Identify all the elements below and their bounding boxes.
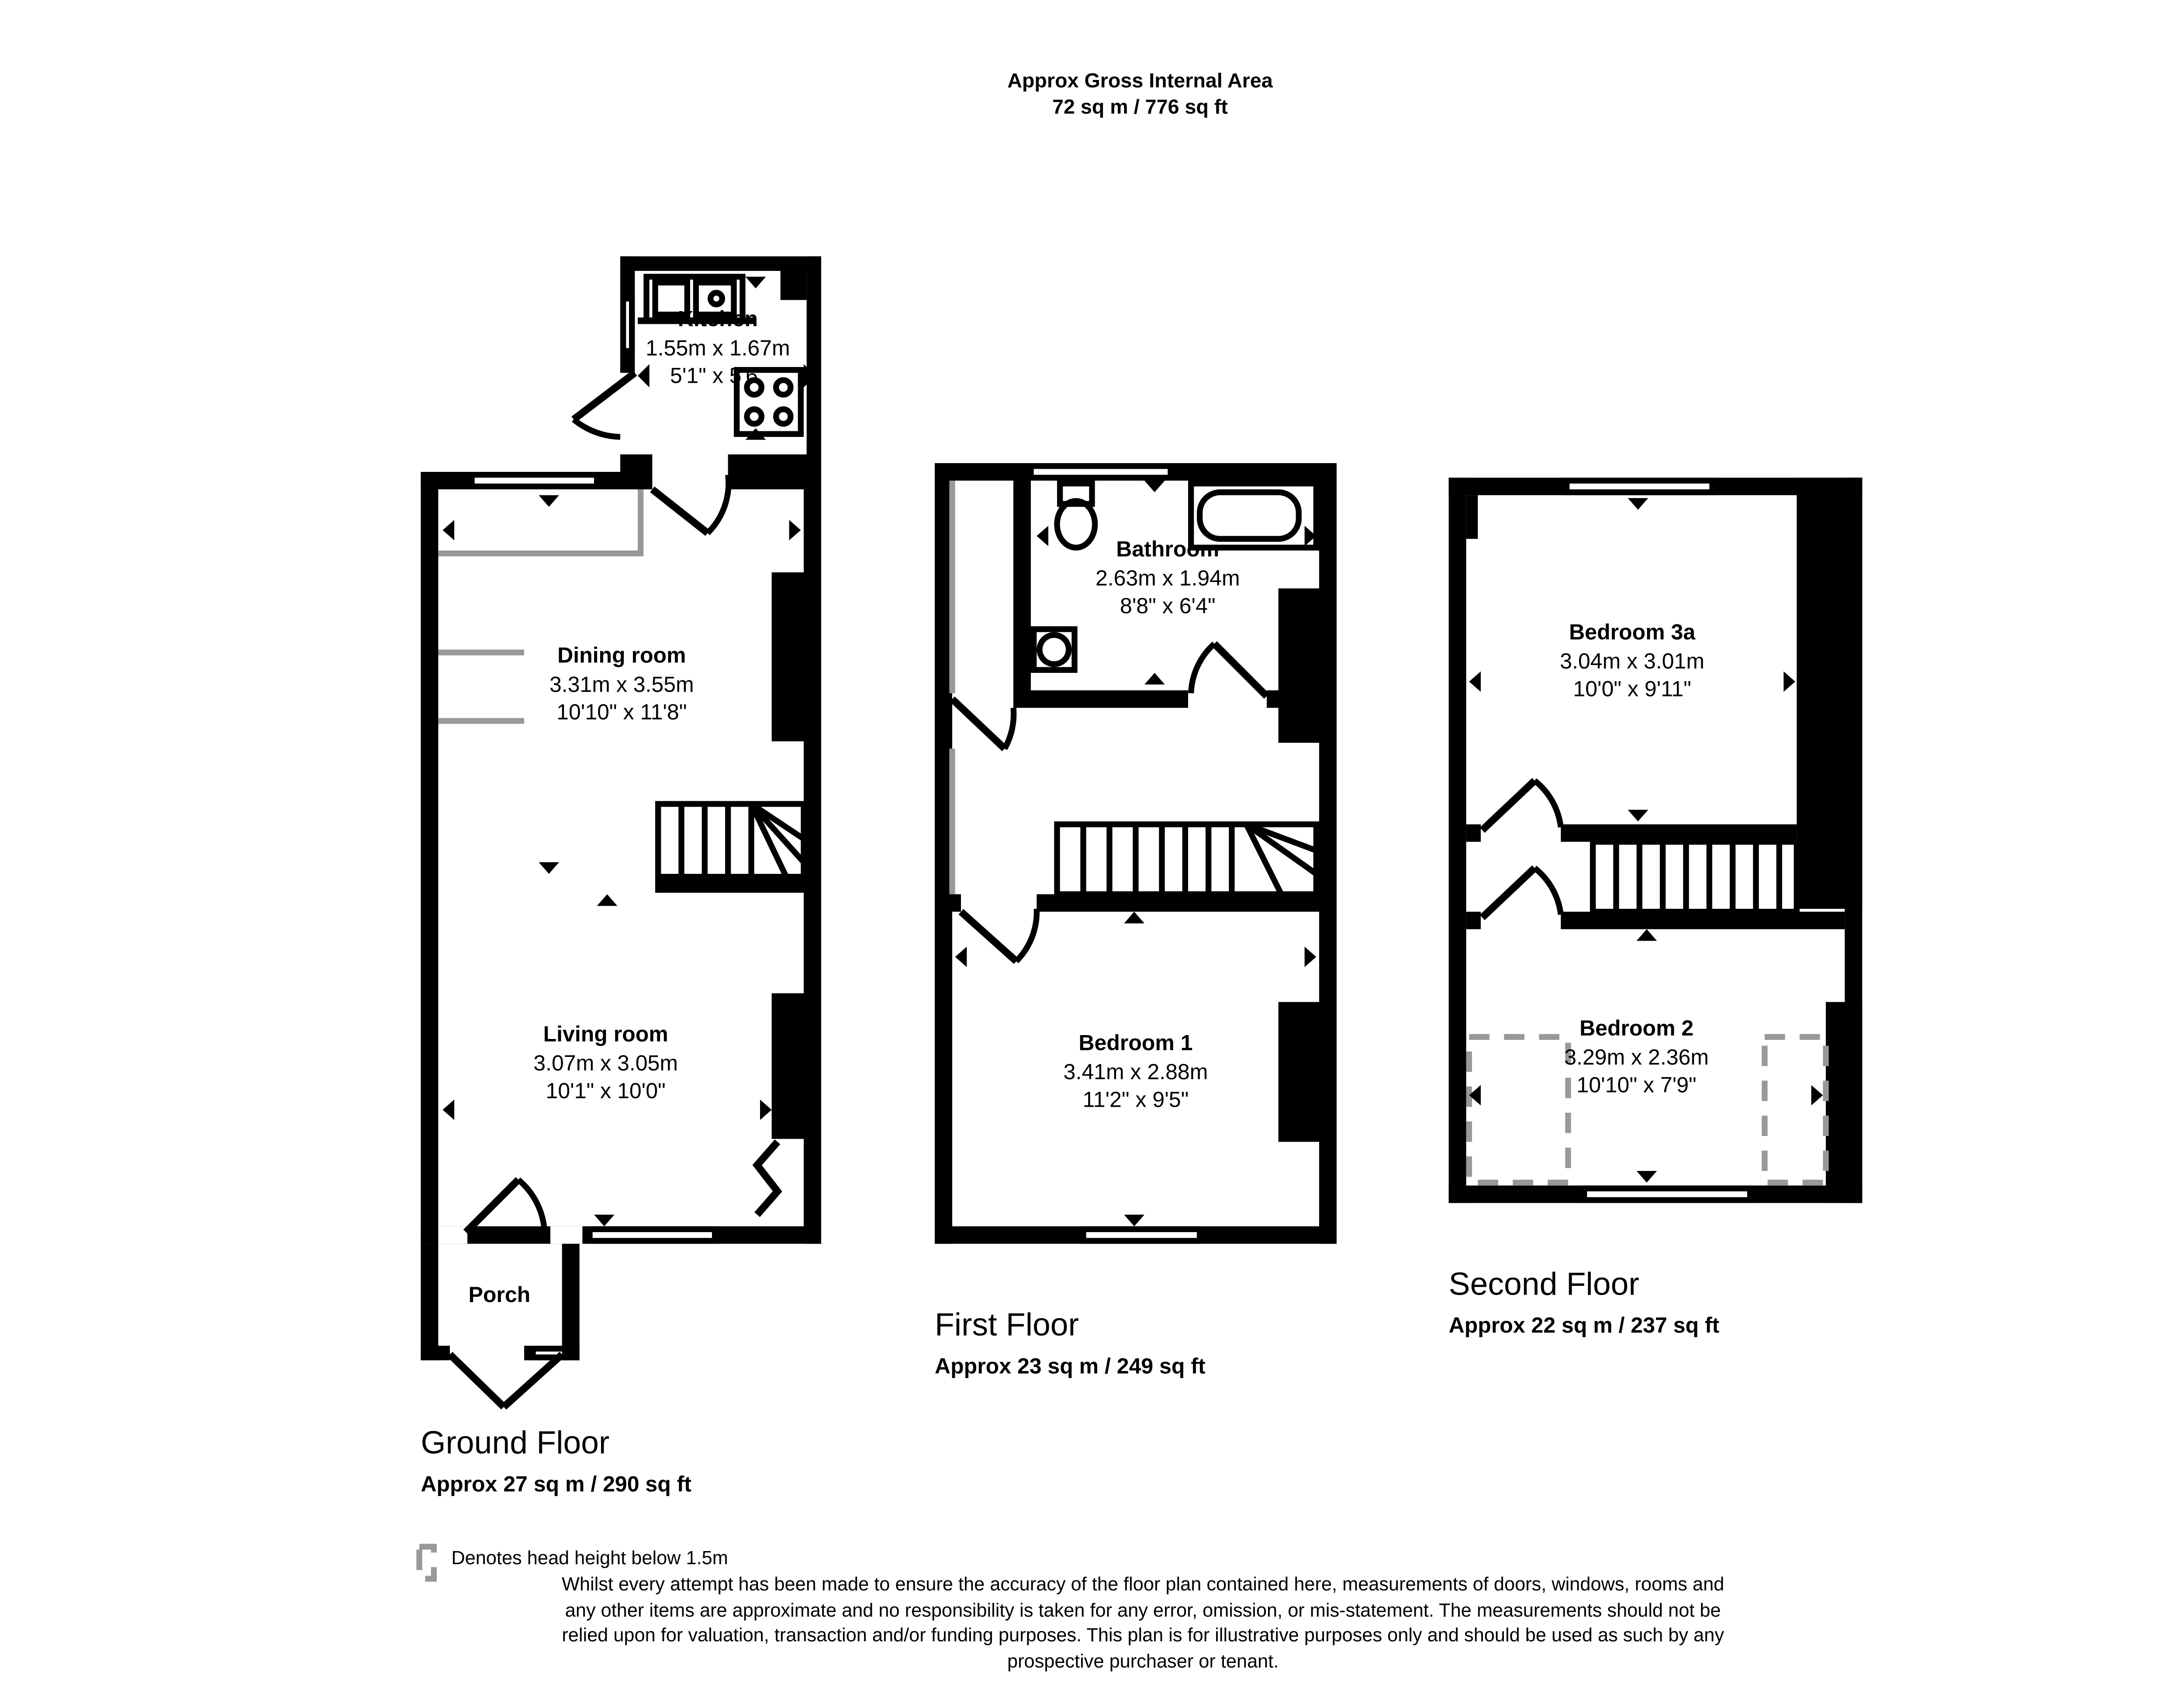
bedroom3a-window — [1567, 481, 1712, 492]
legend-text: Denotes head height below 1.5m — [451, 1548, 728, 1569]
low-head-height-zone-right — [1765, 1037, 1826, 1182]
room-dining — [549, 643, 694, 724]
room-imperial: 5'1" x 5'6" — [670, 363, 766, 388]
plan-header — [1007, 69, 1273, 118]
room-name: Living room — [543, 1022, 668, 1046]
room-metric: 1.55m x 1.67m — [645, 336, 790, 360]
kitchen-side-window — [623, 298, 632, 351]
floor-area: Approx 22 sq m / 237 sq ft — [1448, 1313, 1720, 1338]
room-imperial: 10'10" x 7'9" — [1576, 1073, 1697, 1098]
dining-window — [472, 475, 597, 487]
room-name: Bedroom 2 — [1579, 1016, 1694, 1041]
disclaimer-line-1: Whilst every attempt has been made to ensure the accuracy of the floor plan contained here, measurements of doors, windows, rooms and — [562, 1574, 1724, 1595]
second-floor-stairs — [1593, 842, 1797, 912]
room-metric: 2.63m x 1.94m — [1095, 566, 1240, 590]
room-porch — [468, 1282, 530, 1307]
room-name: Bedroom 3a — [1569, 620, 1696, 644]
disclaimer-line-4: prospective purchaser or tenant. — [1007, 1651, 1279, 1672]
ground-floor-plan — [421, 256, 821, 1496]
room-imperial: 8'8" x 6'4" — [1120, 593, 1216, 618]
room-imperial: 10'1" x 10'0" — [546, 1078, 666, 1103]
floor-name: Ground Floor — [421, 1424, 610, 1461]
bedroom1-window — [1083, 1229, 1200, 1241]
floor-name: First Floor — [935, 1306, 1079, 1343]
room-bedroom-2 — [1564, 1016, 1709, 1097]
room-metric: 3.31m x 3.55m — [549, 672, 694, 697]
floor-name: Second Floor — [1448, 1266, 1639, 1302]
low-head-height-zone-left — [1469, 1037, 1568, 1182]
room-living — [533, 1022, 678, 1103]
room-imperial: 11'2" x 9'5" — [1082, 1087, 1189, 1112]
room-bedroom-1 — [1064, 1030, 1208, 1112]
room-imperial: 10'0" x 9'11" — [1573, 676, 1691, 701]
disclaimer — [562, 1574, 1724, 1672]
low-head-height-swatch — [419, 1547, 434, 1579]
gross-area-value: 72 sq m / 776 sq ft — [1052, 95, 1228, 118]
room-name: Dining room — [557, 643, 686, 668]
room-bathroom — [1095, 537, 1240, 618]
room-metric: 3.41m x 2.88m — [1063, 1060, 1208, 1084]
room-imperial: 10'10" x 11'8" — [556, 700, 687, 724]
first-floor-stairs — [1057, 824, 1316, 894]
floor-area: Approx 23 sq m / 249 sq ft — [935, 1354, 1206, 1378]
first-floor-plan — [935, 463, 1337, 1378]
room-metric: 3.04m x 3.01m — [1560, 649, 1705, 673]
bedroom2-window — [1584, 1188, 1750, 1200]
room-name: Porch — [468, 1282, 531, 1307]
bathroom-window — [1031, 466, 1171, 478]
main-house-walls — [421, 472, 821, 1244]
ground-stairs — [658, 804, 804, 877]
gross-area-title: Approx Gross Internal Area — [1007, 69, 1273, 92]
living-window — [590, 1229, 715, 1241]
room-name: Kitchen — [677, 306, 758, 331]
second-floor-plan — [1449, 478, 1863, 1337]
floor-area: Approx 27 sq m / 290 sq ft — [421, 1472, 691, 1496]
room-metric: 3.29m x 2.36m — [1564, 1045, 1709, 1070]
room-name: Bedroom 1 — [1078, 1030, 1193, 1055]
disclaimer-line-2: any other items are approximate and no responsibility is taken for any error, omission, or mis-statement. The measurements should not be — [565, 1600, 1721, 1621]
room-metric: 3.07m x 3.05m — [533, 1051, 678, 1076]
second-floor-doors — [1482, 781, 1561, 918]
disclaimer-line-3: relied upon for valuation, transaction and/or funding purposes. This plan is for illustrative purposes only and should be used as such by any — [562, 1624, 1724, 1646]
room-name: Bathroom — [1116, 537, 1220, 561]
room-bedroom-3a — [1560, 620, 1704, 701]
